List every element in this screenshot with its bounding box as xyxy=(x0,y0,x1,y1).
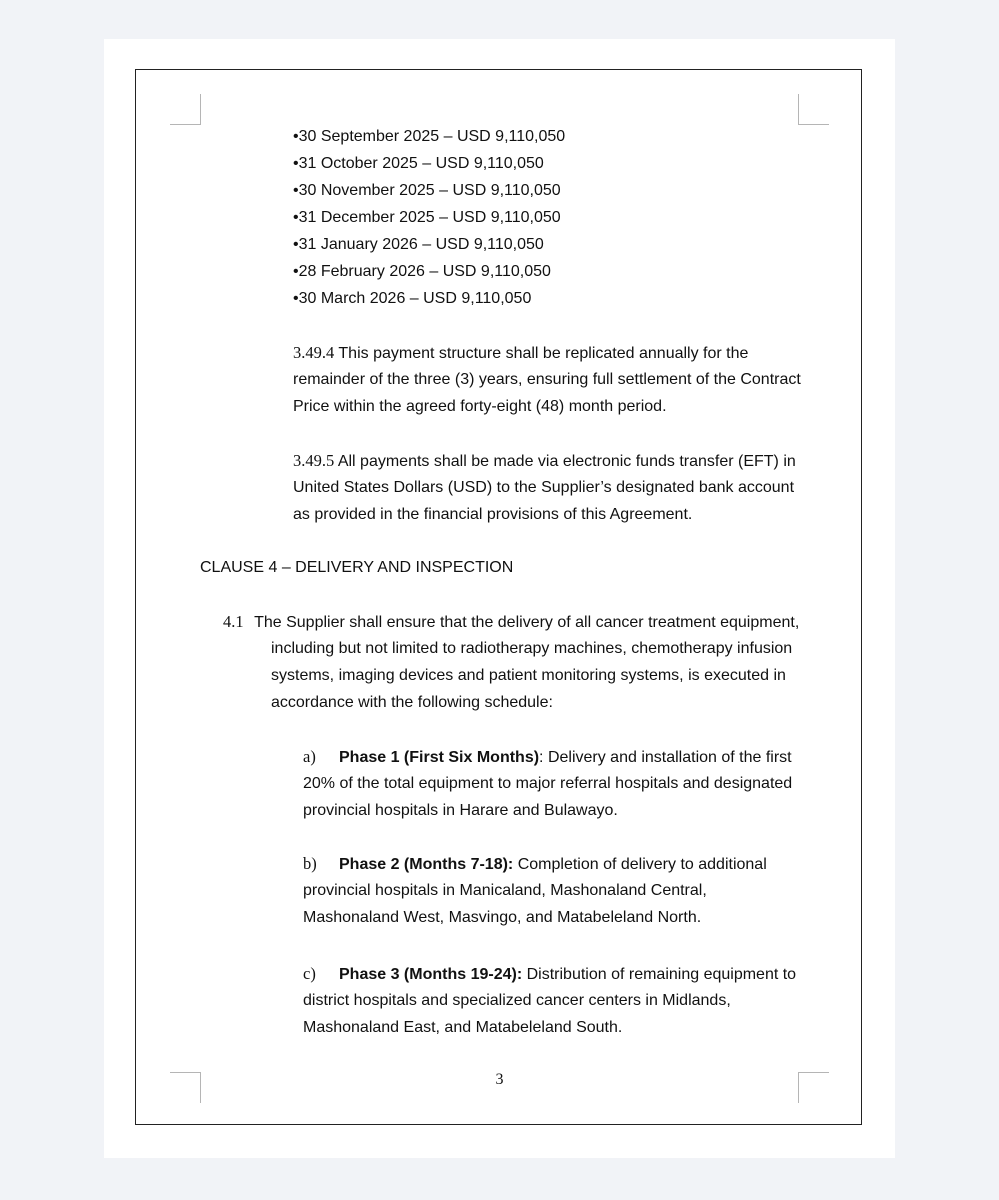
phase-title: Phase 3 (Months 19-24): xyxy=(339,966,523,983)
phase-text: Completion of delivery to additional xyxy=(513,856,767,873)
phase-item-line: provincial hospitals in Manicaland, Mashonaland Central, xyxy=(303,882,707,899)
paragraph-3-49-4-line xyxy=(293,343,748,364)
paragraph-text: This payment structure shall be replicated annually for the xyxy=(338,345,749,362)
paragraph-3-49-4-line: Price within the agreed forty-eight (48) month period. xyxy=(293,398,667,415)
phase-item-line: district hospitals and specialized cancer centers in Midlands, xyxy=(303,992,731,1009)
paragraph-number: 3.49.4 xyxy=(293,343,335,362)
schedule-item: •30 November 2025 – USD 9,110,050 xyxy=(293,182,561,199)
item-4-1-line: including but not limited to radiotherapy machines, chemotherapy infusion xyxy=(271,640,793,657)
phase-item-line: 20% of the total equipment to major referral hospitals and designated xyxy=(303,775,793,792)
page-number: 3 xyxy=(495,1071,504,1088)
schedule-item: •30 September 2025 – USD 9,110,050 xyxy=(293,128,566,145)
phase-item-line: Mashonaland East, and Matabeleland South. xyxy=(303,1019,623,1036)
item-number: 4.1 xyxy=(223,612,244,631)
item-4-1-line: systems, imaging devices and patient monitoring systems, is executed in xyxy=(271,667,786,684)
crop-mark-top-left xyxy=(170,94,201,125)
list-letter: c) xyxy=(303,964,316,983)
schedule-item: •30 March 2026 – USD 9,110,050 xyxy=(293,290,532,307)
item-4-1-line: accordance with the following schedule: xyxy=(271,694,553,711)
list-letter: b) xyxy=(303,854,317,873)
document-page xyxy=(104,39,895,1158)
item-4-1-line xyxy=(223,612,799,633)
item-text: The Supplier shall ensure that the delivery of all cancer treatment equipment, xyxy=(254,614,800,631)
paragraph-number: 3.49.5 xyxy=(293,451,335,470)
phase-title: Phase 1 (First Six Months) xyxy=(339,749,540,766)
clause-heading: CLAUSE 4 – DELIVERY AND INSPECTION xyxy=(200,559,514,576)
paragraph-3-49-4-line: remainder of the three (3) years, ensuring full settlement of the Contract xyxy=(293,371,801,388)
schedule-item: •31 October 2025 – USD 9,110,050 xyxy=(293,155,544,172)
schedule-item: •31 January 2026 – USD 9,110,050 xyxy=(293,236,544,253)
paragraph-3-49-5-line: as provided in the financial provisions of this Agreement. xyxy=(293,506,693,523)
schedule-item: •31 December 2025 – USD 9,110,050 xyxy=(293,209,561,226)
phase-title: Phase 2 (Months 7-18): xyxy=(339,856,514,873)
phase-item-line: provincial hospitals in Harare and Bulawayo. xyxy=(303,802,618,819)
schedule-item: •28 February 2026 – USD 9,110,050 xyxy=(293,263,551,280)
phase-item-line xyxy=(303,964,796,985)
phase-text: : Delivery and installation of the first xyxy=(539,749,792,766)
phase-item-line xyxy=(303,854,767,875)
paragraph-3-49-5-line: United States Dollars (USD) to the Supplier’s designated bank account xyxy=(293,479,795,496)
paragraph-text: All payments shall be made via electronic funds transfer (EFT) in xyxy=(337,453,796,470)
list-letter: a) xyxy=(303,747,316,766)
crop-mark-top-right xyxy=(798,94,829,125)
phase-item-line: Mashonaland West, Masvingo, and Matabeleland North. xyxy=(303,909,702,926)
phase-item-line xyxy=(303,747,792,768)
phase-text: Distribution of remaining equipment to xyxy=(522,966,797,983)
paragraph-3-49-5-line xyxy=(293,451,796,472)
